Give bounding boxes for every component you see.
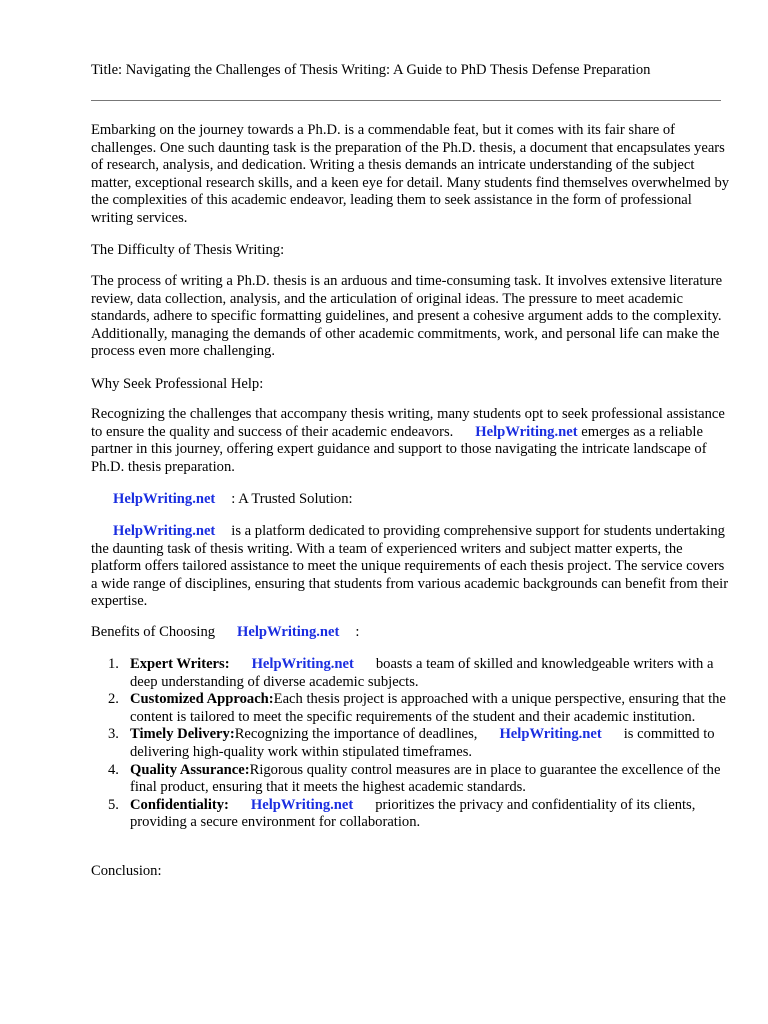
trusted-paragraph [91, 523, 731, 611]
helpwriting-link[interactable]: HelpWriting.net [237, 624, 340, 640]
benefit-text: is committed to delivering high-quality work within stipulated timeframes. [130, 726, 715, 760]
benefits-list [91, 656, 731, 832]
trusted-heading [91, 491, 731, 509]
difficulty-paragraph: The process of writing a Ph.D. thesis is an arduous and time-consuming task. It involves extensive literature review, data collection, analysis, and the articulation of original ideas. The pressure to meet academic standards, adhere to specific formatting guidelines, and present a cohesive argument adds to the complexity. Additionally, managing the demands of other academic commitments, work, and personal life can make the process even more challenging. [91, 273, 723, 360]
helpwriting-link[interactable]: HelpWriting.net [499, 726, 602, 743]
benefit-text: boasts a team of skilled and knowledgeable writers with a deep understanding of diverse academic subjects. [130, 656, 714, 690]
benefit-text: Rigorous quality control measures are in place to guarantee the excellence of the final product, ensuring that it meets the highest academic standards. [130, 761, 721, 796]
intro-paragraph: Embarking on the journey towards a Ph.D. is a commendable feat, but it comes with its fair share of challenges. One such daunting task is the preparation of the Ph.D. thesis, a document that encapsulates years of research, analysis, and dedication. Writing a thesis demands an intricate understanding of the subject matter, exceptional research skills, and a keen eye for detail. Many students find themselves overwhelmed by the complexities of this academic endeavor, leading them to seek assistance in the form of professional writing services. [91, 122, 730, 226]
list-item [91, 797, 731, 832]
list-number: 1. [108, 656, 119, 672]
why-text-after: emerges as a reliable partner in this journey, offering expert guidance and support to those navigating the intricate landscape of Ph.D. thesis preparation. [91, 423, 707, 475]
list-item [91, 762, 731, 797]
page-title: Title: Navigating the Challenges of Thesis Writing: A Guide to PhD Thesis Defense Preparation [91, 62, 651, 78]
benefit-label: Quality Assurance: [130, 761, 250, 778]
list-item [91, 691, 731, 726]
benefit-text: prioritizes the privacy and confidentiality of its clients, providing a secure environment for collaboration. [130, 796, 696, 831]
list-number: 2. [108, 691, 119, 708]
why-text-before: Recognizing the challenges that accompany thesis writing, many students opt to seek professional assistance to ensure the quality and success of their academic endeavors. [91, 406, 725, 440]
why-paragraph [91, 406, 731, 476]
list-item [91, 656, 731, 691]
difficulty-heading: The Difficulty of Thesis Writing: [91, 242, 285, 258]
list-item [91, 726, 731, 761]
title-divider [91, 100, 721, 101]
trusted-heading-text: : A Trusted Solution: [231, 491, 353, 507]
helpwriting-link[interactable]: HelpWriting.net [113, 491, 216, 507]
benefits-heading-text: Benefits of Choosing [91, 624, 216, 640]
list-number: 5. [108, 796, 119, 813]
list-number: 3. [108, 726, 119, 743]
benefit-label: Confidentiality: [130, 796, 229, 813]
benefit-label: Customized Approach: [130, 691, 274, 708]
helpwriting-link[interactable]: HelpWriting.net [251, 656, 354, 672]
helpwriting-link[interactable]: HelpWriting.net [113, 523, 216, 539]
helpwriting-link[interactable]: HelpWriting.net [475, 423, 578, 440]
why-heading: Why Seek Professional Help: [91, 376, 264, 392]
benefit-text: Each thesis project is approached with a unique perspective, ensuring that the content is tailored to meet the specific requirements of the student and their academic institution. [130, 691, 726, 725]
trusted-body: is a platform dedicated to providing comprehensive support for students undertaking the daunting task of thesis writing. With a team of experienced writers and subject matter experts, the platform offers tailored assistance to meet the unique requirements of each thesis project. The service covers a wide range of disciplines, ensuring that students from various academic backgrounds can benefit from their expertise. [91, 523, 729, 610]
helpwriting-link[interactable]: HelpWriting.net [250, 796, 354, 813]
benefit-label: Expert Writers: [130, 656, 230, 672]
conclusion-heading: Conclusion: [91, 863, 162, 879]
benefits-heading-colon: : [355, 624, 360, 640]
benefits-heading [91, 624, 731, 642]
benefit-label: Timely Delivery: [130, 726, 235, 743]
benefit-text: Recognizing the importance of deadlines, [234, 726, 478, 743]
list-number: 4. [108, 761, 119, 778]
